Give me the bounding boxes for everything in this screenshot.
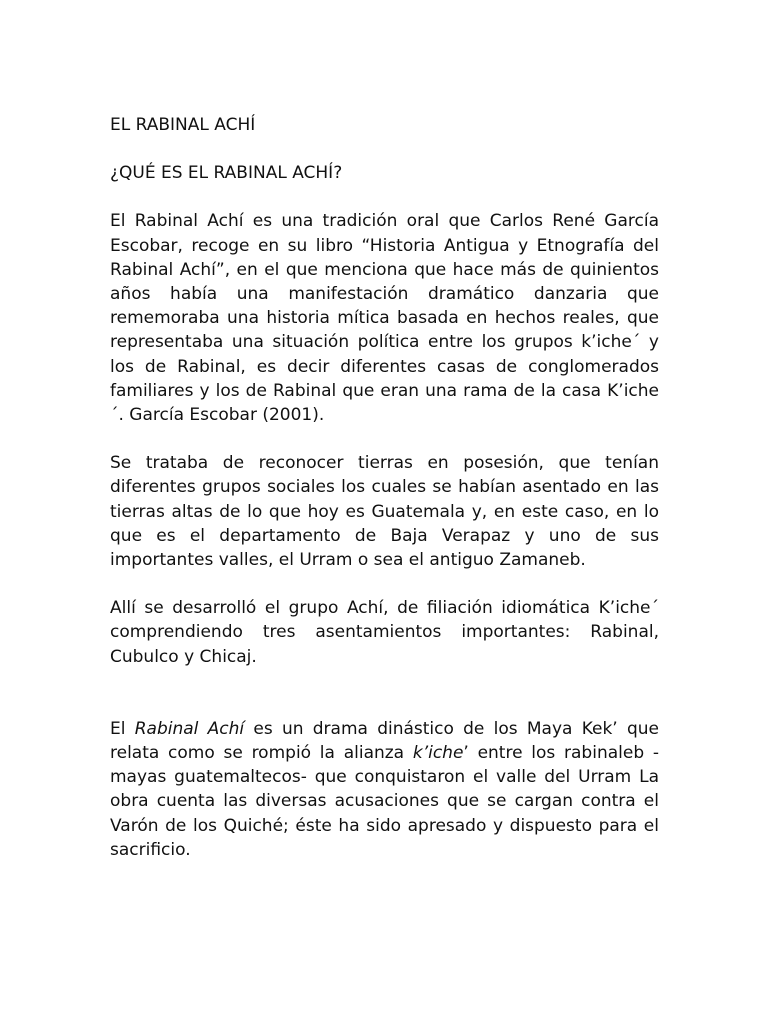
paragraph-2: Se trataba de reconocer tierras en posesión, que tenían diferentes grupos sociales los cuales se habían asentado en las tierras altas de lo que hoy es Guatemala y, en este caso, en lo que es el departamento de Baja Verapaz y uno de sus importantes valles, el Urram o sea el antiguo Zamaneb. bbox=[110, 453, 659, 571]
paragraph-4 bbox=[110, 717, 659, 862]
document-title: EL RABINAL ACHÍ bbox=[110, 115, 256, 135]
paragraph-1: El Rabinal Achí es una tradición oral que Carlos René García Escobar, recoge en su libro “Historia Antigua y Etnografía del Rabinal Achí”, en el que menciona que hace más de quinientos años había una manifestación dramático danzaria que rememoraba una historia mítica basada en hechos reales, que representaba una situación política entre los grupos k’iche´ y los de Rabinal, es decir diferentes casas de conglomerados familiares y los de Rabinal que eran una rama de la casa K’iche´. García Escobar (2001). bbox=[110, 211, 659, 426]
paragraph-4-lead: El bbox=[110, 718, 135, 739]
section-question-heading: ¿QUÉ ES EL RABINAL ACHÍ? bbox=[110, 163, 343, 184]
paragraph-3: Allí se desarrolló el grupo Achí, de filiación idiomática K’iche´ comprendiendo tres asentamientos importantes: Rabinal, Cubulco y Chicaj. bbox=[110, 598, 659, 667]
blank-line bbox=[110, 693, 659, 717]
paragraph-4-italic-kiche: k’iche bbox=[412, 743, 464, 764]
document-page bbox=[110, 113, 659, 886]
paragraph-4-text-3: ’ entre los rabinaleb - mayas guatemaltecos- que conquistaron el valle del Urram La obra cuenta las diversas acusaciones que se cargan contra el Varón de los Quiché; éste ha sido apresado y dispuesto para el sacrificio. bbox=[110, 743, 659, 860]
paragraph-4-text-2: es un drama dinástico de los Maya Kek’ que relata como se rompió la alianza bbox=[110, 718, 659, 764]
paragraph-4-italic-title: Rabinal Achí bbox=[134, 718, 245, 739]
